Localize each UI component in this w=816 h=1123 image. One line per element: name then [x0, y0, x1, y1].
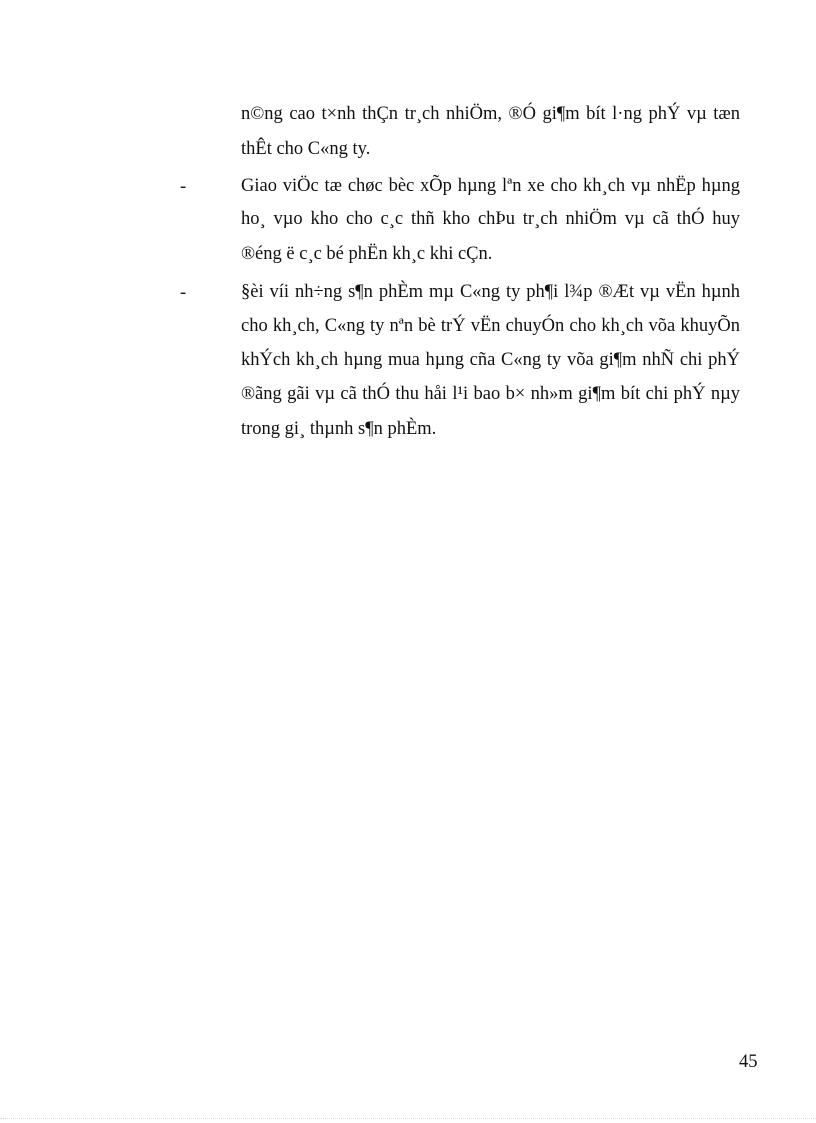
bullet-dash: -	[180, 283, 187, 303]
paragraph-line: ®éng ë c¸c bé phËn kh¸c khi cÇn.	[241, 244, 493, 264]
paragraph-line: cho kh¸ch, C«ng ty nªn bè trÝ vËn chuyÓn cho kh¸ch võa khuyÕn	[241, 316, 740, 336]
paragraph-line: khÝch kh¸ch hµng mua hµng cña C«ng ty võa gi¶m nhÑ chi phÝ	[241, 350, 740, 370]
paragraph-line: ho¸ vµo kho cho c¸c thñ kho chÞu tr¸ch nhiÖm vµ cã thÓ huy	[241, 209, 740, 229]
paragraph-line: trong gi¸ thµnh s¶n phÈm.	[241, 419, 437, 439]
paragraph-line: ®ãng gãi vµ cã thÓ thu håi l¹i bao b× nh»m gi¶m bít chi phÝ nµy	[241, 384, 740, 404]
paragraph-line: Giao viÖc tæ chøc bèc xÕp hµng lªn xe cho kh¸ch vµ nhËp hµng	[241, 176, 740, 196]
paragraph-line: §èi víi nh÷ng s¶n phÈm mµ C«ng ty ph¶i l¾p ®Æt vµ vËn hµnh	[241, 282, 740, 302]
paragraph-line: thÊt cho C«ng ty.	[241, 139, 371, 159]
paragraph-line: n©ng cao t×nh thÇn tr¸ch nhiÖm, ®Ó gi¶m bít l·ng phÝ vµ tæn	[241, 104, 740, 124]
bullet-dash: -	[180, 177, 187, 197]
page-number: 45	[739, 1052, 758, 1072]
page-bottom-border	[0, 1118, 816, 1119]
